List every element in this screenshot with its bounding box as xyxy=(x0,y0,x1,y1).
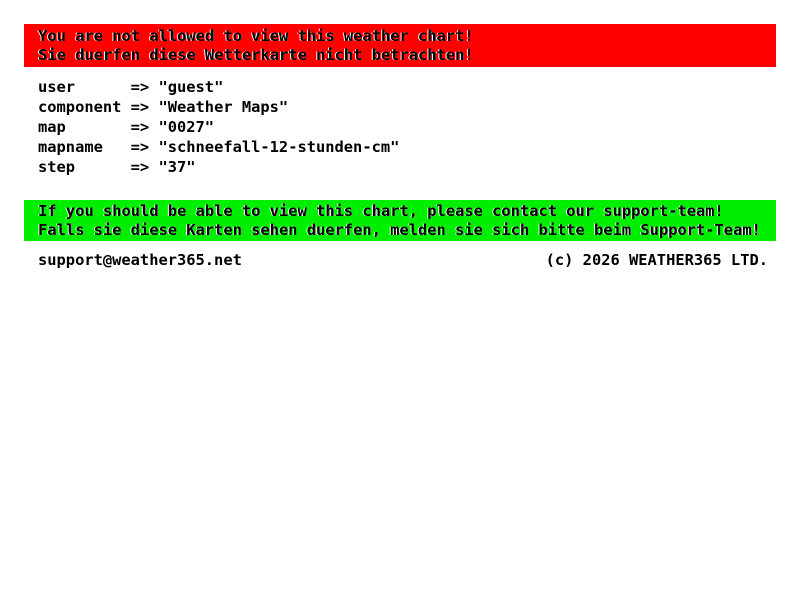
arrow-glyph: => xyxy=(130,118,150,136)
arrow-glyph: => xyxy=(130,98,150,116)
arrow-glyph: => xyxy=(130,138,150,156)
detail-row-component xyxy=(38,97,399,117)
error-line-german: Sie duerfen diese Wetterkarte nicht betrachten! xyxy=(38,46,474,64)
detail-key: user xyxy=(38,78,76,96)
support-line-german: Falls sie diese Karten sehen duerfen, melden sie sich bitte beim Support-Team! xyxy=(38,221,761,239)
detail-row-user xyxy=(38,77,399,97)
arrow-glyph: => xyxy=(130,158,150,176)
footer xyxy=(38,250,768,270)
detail-value: "guest" xyxy=(158,78,224,96)
support-banner xyxy=(24,200,776,241)
detail-row-step xyxy=(38,157,399,177)
detail-value: "schneefall-12-stunden-cm" xyxy=(158,138,400,156)
detail-key: component xyxy=(38,98,122,116)
detail-key: map xyxy=(38,118,66,136)
error-line-english: You are not allowed to view this weather chart! xyxy=(38,27,474,45)
detail-row-map xyxy=(38,117,399,137)
detail-key: mapname xyxy=(38,138,103,156)
request-details xyxy=(38,77,399,177)
support-email: support@weather365.net xyxy=(38,251,242,269)
support-line-english: If you should be able to view this chart, please contact our support-team! xyxy=(38,202,724,220)
detail-value: "Weather Maps" xyxy=(158,98,289,116)
detail-row-mapname xyxy=(38,137,399,157)
detail-key: step xyxy=(38,158,76,176)
detail-value: "0027" xyxy=(158,118,215,136)
copyright-notice: (c) 2026 WEATHER365 LTD. xyxy=(545,251,768,269)
arrow-glyph: => xyxy=(130,78,150,96)
error-banner xyxy=(24,24,776,67)
detail-value: "37" xyxy=(158,158,196,176)
